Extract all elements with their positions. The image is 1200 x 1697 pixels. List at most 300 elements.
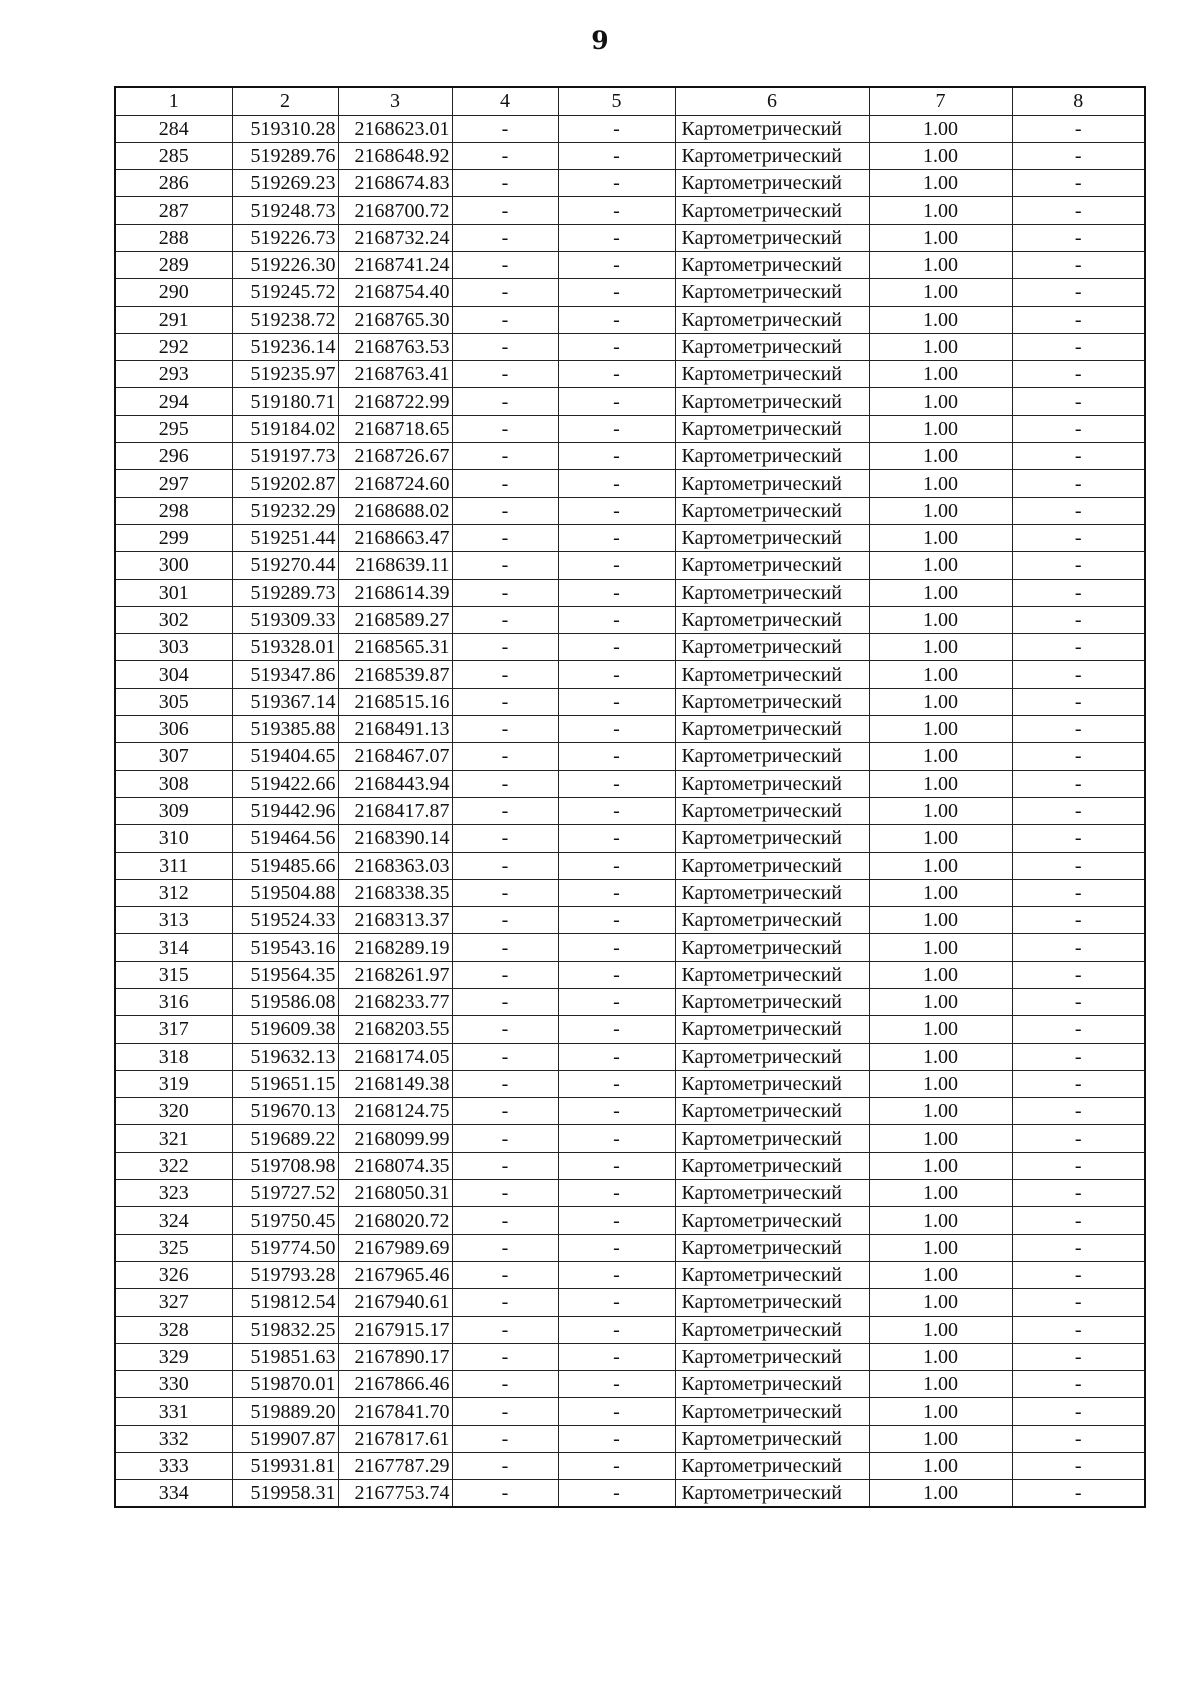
cell-accuracy: 1.00 — [869, 1152, 1012, 1179]
cell-coord-y: 2168726.67 — [338, 443, 452, 470]
column-header-6: 6 — [675, 87, 869, 115]
cell-coord-x: 519485.66 — [232, 852, 338, 879]
table-row — [115, 443, 1145, 470]
cell-coord-y: 2168261.97 — [338, 961, 452, 988]
cell-col-4: - — [452, 1316, 558, 1343]
cell-point-number: 326 — [115, 1261, 232, 1288]
cell-accuracy: 1.00 — [869, 142, 1012, 169]
cell-accuracy: 1.00 — [869, 524, 1012, 551]
cell-method: Картометрический — [675, 251, 869, 278]
cell-col-8: - — [1012, 852, 1145, 879]
cell-point-number: 284 — [115, 115, 232, 142]
cell-coord-y: 2168443.94 — [338, 770, 452, 797]
cell-coord-y: 2168515.16 — [338, 688, 452, 715]
cell-method: Картометрический — [675, 989, 869, 1016]
cell-coord-y: 2167753.74 — [338, 1480, 452, 1507]
cell-col-4: - — [452, 961, 558, 988]
cell-col-4: - — [452, 852, 558, 879]
table-row — [115, 879, 1145, 906]
cell-col-4: - — [452, 1207, 558, 1234]
cell-coord-x: 519328.01 — [232, 634, 338, 661]
cell-col-8: - — [1012, 170, 1145, 197]
table-row — [115, 1453, 1145, 1480]
cell-col-5: - — [558, 634, 675, 661]
cell-method: Картометрический — [675, 361, 869, 388]
cell-col-4: - — [452, 552, 558, 579]
cell-accuracy: 1.00 — [869, 1316, 1012, 1343]
cell-col-8: - — [1012, 524, 1145, 551]
table-header-row — [115, 87, 1145, 115]
cell-coord-y: 2168099.99 — [338, 1125, 452, 1152]
cell-col-4: - — [452, 1261, 558, 1288]
cell-point-number: 302 — [115, 606, 232, 633]
cell-point-number: 308 — [115, 770, 232, 797]
table-row — [115, 170, 1145, 197]
table-row — [115, 497, 1145, 524]
cell-col-5: - — [558, 415, 675, 442]
cell-coord-x: 519226.30 — [232, 251, 338, 278]
cell-method: Картометрический — [675, 197, 869, 224]
cell-method: Картометрический — [675, 1453, 869, 1480]
cell-coord-x: 519309.33 — [232, 606, 338, 633]
cell-coord-x: 519251.44 — [232, 524, 338, 551]
cell-accuracy: 1.00 — [869, 251, 1012, 278]
cell-coord-y: 2168700.72 — [338, 197, 452, 224]
table-body — [115, 115, 1145, 1507]
cell-method: Картометрический — [675, 142, 869, 169]
cell-col-8: - — [1012, 1152, 1145, 1179]
cell-accuracy: 1.00 — [869, 415, 1012, 442]
cell-col-8: - — [1012, 961, 1145, 988]
cell-coord-y: 2168124.75 — [338, 1098, 452, 1125]
cell-coord-y: 2168688.02 — [338, 497, 452, 524]
cell-accuracy: 1.00 — [869, 1070, 1012, 1097]
cell-point-number: 318 — [115, 1043, 232, 1070]
cell-coord-y: 2168074.35 — [338, 1152, 452, 1179]
cell-point-number: 327 — [115, 1289, 232, 1316]
cell-accuracy: 1.00 — [869, 879, 1012, 906]
cell-coord-x: 519464.56 — [232, 825, 338, 852]
cell-accuracy: 1.00 — [869, 197, 1012, 224]
cell-method: Картометрический — [675, 1125, 869, 1152]
cell-accuracy: 1.00 — [869, 1043, 1012, 1070]
table-row — [115, 716, 1145, 743]
table-row — [115, 661, 1145, 688]
cell-coord-x: 519180.71 — [232, 388, 338, 415]
cell-col-8: - — [1012, 1234, 1145, 1261]
cell-method: Картометрический — [675, 1016, 869, 1043]
table-row — [115, 1398, 1145, 1425]
cell-point-number: 329 — [115, 1343, 232, 1370]
cell-accuracy: 1.00 — [869, 1098, 1012, 1125]
cell-col-5: - — [558, 224, 675, 251]
cell-col-5: - — [558, 797, 675, 824]
cell-coord-x: 519793.28 — [232, 1261, 338, 1288]
cell-col-5: - — [558, 1316, 675, 1343]
cell-accuracy: 1.00 — [869, 361, 1012, 388]
cell-col-5: - — [558, 1398, 675, 1425]
cell-accuracy: 1.00 — [869, 934, 1012, 961]
cell-point-number: 331 — [115, 1398, 232, 1425]
cell-col-4: - — [452, 579, 558, 606]
cell-coord-y: 2168623.01 — [338, 115, 452, 142]
cell-method: Картометрический — [675, 1316, 869, 1343]
cell-col-4: - — [452, 934, 558, 961]
cell-coord-x: 519958.31 — [232, 1480, 338, 1507]
cell-col-5: - — [558, 1289, 675, 1316]
cell-point-number: 301 — [115, 579, 232, 606]
cell-col-8: - — [1012, 661, 1145, 688]
cell-col-5: - — [558, 770, 675, 797]
cell-col-5: - — [558, 907, 675, 934]
table-row — [115, 579, 1145, 606]
cell-point-number: 310 — [115, 825, 232, 852]
cell-point-number: 315 — [115, 961, 232, 988]
cell-point-number: 296 — [115, 443, 232, 470]
cell-coord-y: 2168589.27 — [338, 606, 452, 633]
table-row — [115, 1098, 1145, 1125]
cell-coord-x: 519289.73 — [232, 579, 338, 606]
table-row — [115, 1316, 1145, 1343]
cell-col-5: - — [558, 1480, 675, 1507]
table-row — [115, 770, 1145, 797]
cell-col-4: - — [452, 1070, 558, 1097]
cell-col-5: - — [558, 934, 675, 961]
table-row — [115, 825, 1145, 852]
cell-col-8: - — [1012, 279, 1145, 306]
cell-method: Картометрический — [675, 388, 869, 415]
cell-col-5: - — [558, 251, 675, 278]
cell-method: Картометрический — [675, 279, 869, 306]
cell-coord-x: 519232.29 — [232, 497, 338, 524]
cell-col-5: - — [558, 1371, 675, 1398]
cell-coord-y: 2167866.46 — [338, 1371, 452, 1398]
cell-col-8: - — [1012, 443, 1145, 470]
table-row — [115, 688, 1145, 715]
cell-coord-y: 2168763.53 — [338, 333, 452, 360]
cell-coord-x: 519226.73 — [232, 224, 338, 251]
cell-coord-y: 2168050.31 — [338, 1180, 452, 1207]
cell-coord-y: 2168732.24 — [338, 224, 452, 251]
table-row — [115, 606, 1145, 633]
cell-coord-x: 519651.15 — [232, 1070, 338, 1097]
cell-coord-y: 2168390.14 — [338, 825, 452, 852]
cell-method: Картометрический — [675, 1207, 869, 1234]
cell-method: Картометрический — [675, 634, 869, 661]
cell-col-4: - — [452, 688, 558, 715]
cell-method: Картометрический — [675, 961, 869, 988]
cell-coord-y: 2168539.87 — [338, 661, 452, 688]
cell-coord-y: 2168765.30 — [338, 306, 452, 333]
cell-accuracy: 1.00 — [869, 797, 1012, 824]
cell-col-5: - — [558, 115, 675, 142]
cell-accuracy: 1.00 — [869, 497, 1012, 524]
cell-accuracy: 1.00 — [869, 1234, 1012, 1261]
cell-col-8: - — [1012, 1316, 1145, 1343]
cell-coord-y: 2168565.31 — [338, 634, 452, 661]
cell-method: Картометрический — [675, 1480, 869, 1507]
cell-method: Картометрический — [675, 743, 869, 770]
cell-col-5: - — [558, 552, 675, 579]
cell-accuracy: 1.00 — [869, 1261, 1012, 1288]
cell-accuracy: 1.00 — [869, 770, 1012, 797]
table-row — [115, 797, 1145, 824]
table-row — [115, 197, 1145, 224]
cell-coord-y: 2168467.07 — [338, 743, 452, 770]
cell-coord-y: 2168663.47 — [338, 524, 452, 551]
cell-accuracy: 1.00 — [869, 306, 1012, 333]
cell-point-number: 325 — [115, 1234, 232, 1261]
cell-col-4: - — [452, 606, 558, 633]
cell-col-4: - — [452, 1453, 558, 1480]
cell-col-4: - — [452, 1343, 558, 1370]
table-row — [115, 115, 1145, 142]
cell-method: Картометрический — [675, 170, 869, 197]
cell-col-5: - — [558, 961, 675, 988]
cell-point-number: 332 — [115, 1425, 232, 1452]
cell-col-8: - — [1012, 497, 1145, 524]
cell-accuracy: 1.00 — [869, 115, 1012, 142]
cell-accuracy: 1.00 — [869, 1425, 1012, 1452]
cell-coord-x: 519289.76 — [232, 142, 338, 169]
cell-col-5: - — [558, 197, 675, 224]
table-row — [115, 1207, 1145, 1234]
cell-method: Картометрический — [675, 770, 869, 797]
cell-coord-x: 519689.22 — [232, 1125, 338, 1152]
cell-method: Картометрический — [675, 1070, 869, 1097]
cell-coord-y: 2168233.77 — [338, 989, 452, 1016]
cell-point-number: 307 — [115, 743, 232, 770]
table-row — [115, 279, 1145, 306]
table-row — [115, 1289, 1145, 1316]
cell-method: Картометрический — [675, 797, 869, 824]
cell-point-number: 288 — [115, 224, 232, 251]
cell-coord-x: 519236.14 — [232, 333, 338, 360]
cell-col-4: - — [452, 115, 558, 142]
cell-coord-y: 2168754.40 — [338, 279, 452, 306]
cell-coord-y: 2167965.46 — [338, 1261, 452, 1288]
cell-col-4: - — [452, 170, 558, 197]
cell-col-8: - — [1012, 1043, 1145, 1070]
cell-accuracy: 1.00 — [869, 1480, 1012, 1507]
table-row — [115, 1425, 1145, 1452]
cell-col-5: - — [558, 1180, 675, 1207]
cell-accuracy: 1.00 — [869, 661, 1012, 688]
cell-coord-x: 519197.73 — [232, 443, 338, 470]
cell-coord-y: 2168648.92 — [338, 142, 452, 169]
table-row — [115, 934, 1145, 961]
cell-col-4: - — [452, 279, 558, 306]
cell-method: Картометрический — [675, 1371, 869, 1398]
cell-col-8: - — [1012, 552, 1145, 579]
cell-coord-x: 519870.01 — [232, 1371, 338, 1398]
cell-accuracy: 1.00 — [869, 688, 1012, 715]
cell-col-5: - — [558, 1234, 675, 1261]
cell-method: Картометрический — [675, 606, 869, 633]
cell-coord-x: 519851.63 — [232, 1343, 338, 1370]
cell-col-4: - — [452, 415, 558, 442]
cell-accuracy: 1.00 — [869, 224, 1012, 251]
cell-accuracy: 1.00 — [869, 1453, 1012, 1480]
cell-col-8: - — [1012, 1425, 1145, 1452]
cell-col-8: - — [1012, 688, 1145, 715]
cell-point-number: 311 — [115, 852, 232, 879]
cell-method: Картометрический — [675, 825, 869, 852]
cell-accuracy: 1.00 — [869, 825, 1012, 852]
cell-col-8: - — [1012, 606, 1145, 633]
table-row — [115, 989, 1145, 1016]
cell-accuracy: 1.00 — [869, 716, 1012, 743]
cell-method: Картометрический — [675, 934, 869, 961]
cell-coord-x: 519184.02 — [232, 415, 338, 442]
cell-coord-y: 2167817.61 — [338, 1425, 452, 1452]
cell-method: Картометрический — [675, 879, 869, 906]
cell-col-4: - — [452, 306, 558, 333]
cell-method: Картометрический — [675, 1234, 869, 1261]
cell-method: Картометрический — [675, 661, 869, 688]
cell-col-4: - — [452, 1180, 558, 1207]
cell-coord-x: 519586.08 — [232, 989, 338, 1016]
cell-point-number: 313 — [115, 907, 232, 934]
cell-coord-x: 519202.87 — [232, 470, 338, 497]
cell-col-8: - — [1012, 1480, 1145, 1507]
cell-accuracy: 1.00 — [869, 552, 1012, 579]
cell-col-5: - — [558, 743, 675, 770]
cell-col-4: - — [452, 907, 558, 934]
column-header-3: 3 — [338, 87, 452, 115]
cell-col-4: - — [452, 1425, 558, 1452]
cell-point-number: 298 — [115, 497, 232, 524]
cell-accuracy: 1.00 — [869, 1398, 1012, 1425]
cell-col-5: - — [558, 524, 675, 551]
cell-point-number: 291 — [115, 306, 232, 333]
cell-col-5: - — [558, 1016, 675, 1043]
cell-coord-y: 2167940.61 — [338, 1289, 452, 1316]
table-row — [115, 361, 1145, 388]
cell-accuracy: 1.00 — [869, 333, 1012, 360]
cell-coord-x: 519385.88 — [232, 716, 338, 743]
cell-col-4: - — [452, 470, 558, 497]
cell-point-number: 306 — [115, 716, 232, 743]
cell-method: Картометрический — [675, 579, 869, 606]
cell-point-number: 290 — [115, 279, 232, 306]
cell-point-number: 320 — [115, 1098, 232, 1125]
cell-accuracy: 1.00 — [869, 1371, 1012, 1398]
cell-method: Картометрический — [675, 1043, 869, 1070]
cell-col-5: - — [558, 606, 675, 633]
cell-col-8: - — [1012, 1180, 1145, 1207]
cell-col-4: - — [452, 1098, 558, 1125]
cell-method: Картометрический — [675, 1261, 869, 1288]
cell-point-number: 323 — [115, 1180, 232, 1207]
cell-coord-y: 2167989.69 — [338, 1234, 452, 1261]
cell-col-5: - — [558, 333, 675, 360]
cell-col-8: - — [1012, 579, 1145, 606]
cell-coord-y: 2168363.03 — [338, 852, 452, 879]
cell-coord-x: 519812.54 — [232, 1289, 338, 1316]
table-row — [115, 1343, 1145, 1370]
cell-coord-x: 519708.98 — [232, 1152, 338, 1179]
cell-col-5: - — [558, 1125, 675, 1152]
cell-coord-y: 2168718.65 — [338, 415, 452, 442]
cell-coord-x: 519367.14 — [232, 688, 338, 715]
column-header-8: 8 — [1012, 87, 1145, 115]
cell-coord-y: 2168417.87 — [338, 797, 452, 824]
cell-point-number: 304 — [115, 661, 232, 688]
cell-accuracy: 1.00 — [869, 1125, 1012, 1152]
cell-coord-y: 2167915.17 — [338, 1316, 452, 1343]
cell-method: Картометрический — [675, 497, 869, 524]
cell-col-8: - — [1012, 1398, 1145, 1425]
cell-point-number: 322 — [115, 1152, 232, 1179]
column-header-1: 1 — [115, 87, 232, 115]
cell-col-5: - — [558, 1152, 675, 1179]
cell-col-8: - — [1012, 142, 1145, 169]
cell-col-4: - — [452, 1125, 558, 1152]
cell-col-8: - — [1012, 634, 1145, 661]
cell-col-5: - — [558, 1425, 675, 1452]
cell-accuracy: 1.00 — [869, 907, 1012, 934]
table-row — [115, 743, 1145, 770]
cell-col-4: - — [452, 1289, 558, 1316]
cell-col-5: - — [558, 989, 675, 1016]
cell-coord-x: 519750.45 — [232, 1207, 338, 1234]
cell-method: Картометрический — [675, 415, 869, 442]
table-row — [115, 1043, 1145, 1070]
cell-col-8: - — [1012, 1343, 1145, 1370]
cell-col-8: - — [1012, 470, 1145, 497]
cell-col-8: - — [1012, 415, 1145, 442]
cell-col-5: - — [558, 142, 675, 169]
cell-coord-x: 519632.13 — [232, 1043, 338, 1070]
cell-col-8: - — [1012, 770, 1145, 797]
cell-col-4: - — [452, 797, 558, 824]
cell-coord-x: 519270.44 — [232, 552, 338, 579]
table-row — [115, 1180, 1145, 1207]
cell-col-4: - — [452, 142, 558, 169]
cell-col-4: - — [452, 879, 558, 906]
cell-method: Картометрический — [675, 1398, 869, 1425]
cell-coord-x: 519269.23 — [232, 170, 338, 197]
cell-col-8: - — [1012, 388, 1145, 415]
cell-accuracy: 1.00 — [869, 1180, 1012, 1207]
cell-col-4: - — [452, 825, 558, 852]
table-row — [115, 251, 1145, 278]
cell-coord-y: 2168203.55 — [338, 1016, 452, 1043]
cell-col-4: - — [452, 251, 558, 278]
cell-method: Картометрический — [675, 552, 869, 579]
cell-coord-y: 2168674.83 — [338, 170, 452, 197]
cell-method: Картометрический — [675, 1152, 869, 1179]
cell-col-5: - — [558, 688, 675, 715]
cell-accuracy: 1.00 — [869, 989, 1012, 1016]
cell-col-5: - — [558, 1098, 675, 1125]
cell-coord-x: 519245.72 — [232, 279, 338, 306]
cell-point-number: 295 — [115, 415, 232, 442]
table-row — [115, 333, 1145, 360]
column-header-4: 4 — [452, 87, 558, 115]
cell-method: Картометрический — [675, 1289, 869, 1316]
cell-col-5: - — [558, 1207, 675, 1234]
cell-col-5: - — [558, 443, 675, 470]
cell-col-8: - — [1012, 716, 1145, 743]
cell-col-4: - — [452, 224, 558, 251]
cell-coord-x: 519235.97 — [232, 361, 338, 388]
cell-col-4: - — [452, 1371, 558, 1398]
table-row — [115, 1480, 1145, 1507]
cell-point-number: 297 — [115, 470, 232, 497]
cell-col-5: - — [558, 361, 675, 388]
